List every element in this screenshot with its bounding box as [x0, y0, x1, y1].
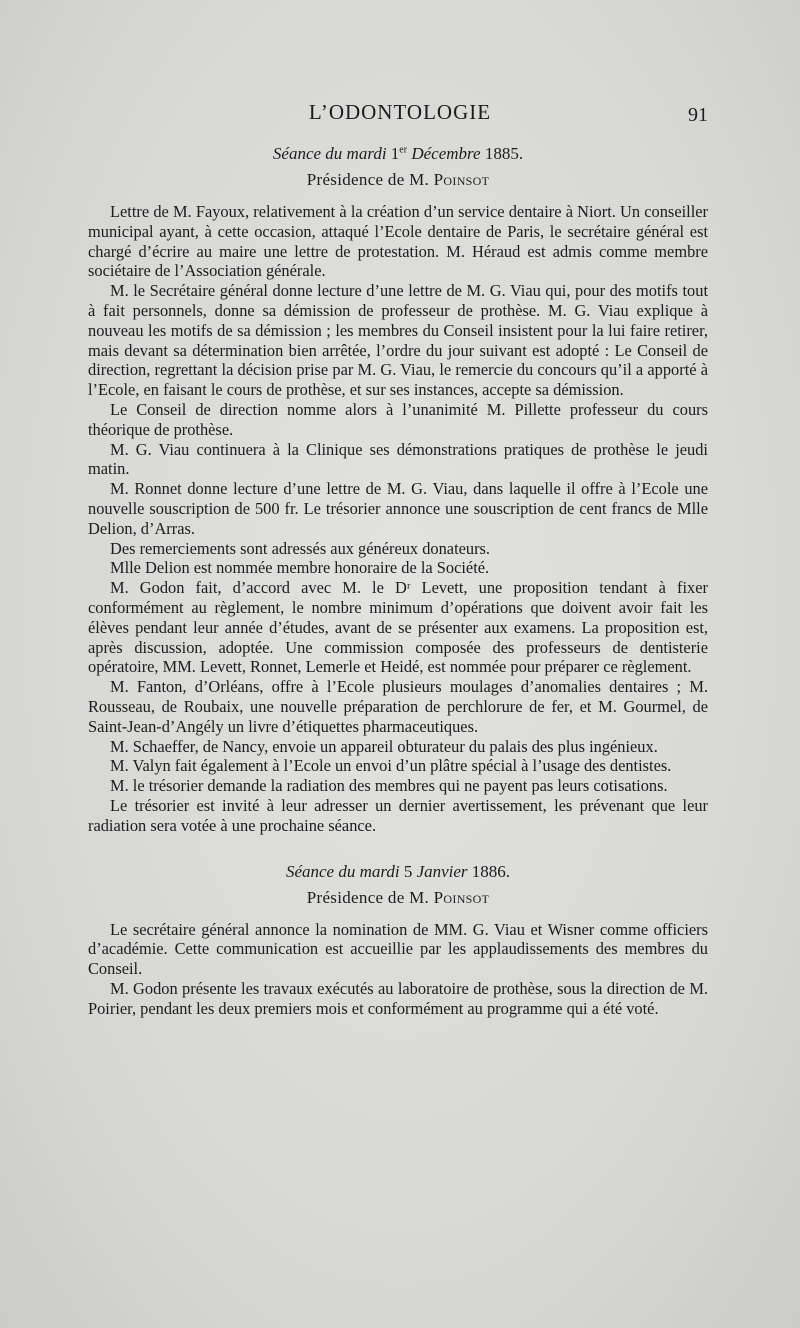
page-body — [88, 144, 708, 1018]
minutes-paragraph: M. Valyn fait également à l’Ecole un envoi d’un plâtre spécial à l’usage des dentistes. — [110, 756, 672, 776]
minutes-paragraph: Mlle Delion est nommée membre honoraire de la Société. — [110, 558, 490, 578]
session-heading-prefix: Séance du mardi — [272, 144, 387, 163]
minutes-paragraph: Le trésorier est invité à leur adresser un dernier avertissement, les prévenant que leur radiation sera votée à une prochaine séance. — [88, 795, 708, 835]
session-heading-day: 1 — [390, 144, 400, 163]
minutes-paragraph: M. G. Viau continuera à la Clinique ses démonstrations pratiques de prothèse le jeudi matin. — [88, 439, 708, 479]
session-heading-month: Décembre — [411, 144, 481, 163]
page-number: 91 — [688, 104, 708, 126]
session-1886-01-05 — [88, 862, 708, 1019]
presidence-label: Présidence de M. — [306, 887, 430, 907]
page-header — [0, 100, 800, 130]
session-heading-month: Janvier — [416, 861, 468, 881]
minutes-paragraph: M. Godon présente les travaux exécutés au laboratoire de prothèse, sous la direction de M. Poirier, pendant les deux premiers mois et conformément au programme qui a été voté. — [88, 978, 708, 1018]
session-heading-day: 5 — [403, 861, 413, 881]
session-heading-year: 1885. — [484, 144, 524, 163]
session-paragraphs — [88, 920, 708, 1019]
session-heading-day-sup: er — [399, 144, 408, 156]
session-heading — [88, 144, 708, 164]
minutes-paragraph: Lettre de M. Fayoux, relativement à la création d’un service dentaire à Niort. Un conseiller municipal ayant, à cette occasion, attaqué l’Ecole dentaire de Paris, le secrétaire général est chargé d’écrire au maire une lettre de protestation. M. Héraud est admis comme membre sociétaire de l’Association générale. — [88, 202, 708, 281]
president-name: Poinsot — [433, 170, 490, 189]
minutes-paragraph: Le secrétaire général annonce la nomination de MM. G. Viau et Wisner comme officiers d’académie. Cette communication est accueillie par les applaudissements des membres du Conseil. — [88, 919, 708, 979]
presidence-line — [88, 888, 708, 908]
minutes-paragraph: M. le trésorier demande la radiation des membres qui ne payent pas leurs cotisations. — [110, 776, 668, 796]
session-heading — [88, 862, 708, 882]
minutes-paragraph: M. Godon fait, d’accord avec M. le Dʳ Levett, une proposition tendant à fixer conformément au règlement, le nombre minimum d’opérations que doivent avoir fait les élèves pendant leur année d’études, avant de se présenter aux examens. La proposition est, après discussion, adoptée. Une commission composée des professeurs de dentisterie opératoire, MM. Levett, Ronnet, Lemerle et Heidé, est nommée pour préparer ce règlement. — [88, 578, 708, 677]
minutes-paragraph: Des remerciements sont adressés aux généreux donateurs. — [110, 538, 491, 558]
session-heading-prefix: Séance du mardi — [285, 861, 400, 881]
president-name: Poinsot — [433, 887, 490, 907]
minutes-paragraph: M. Schaeffer, de Nancy, envoie un appareil obturateur du palais des plus ingénieux. — [110, 736, 658, 756]
minutes-paragraph: M. le Secrétaire général donne lecture d’une lettre de M. G. Viau qui, pour des motifs tout à fait personnels, donne sa démission de professeur de prothèse. M. G. Viau explique à nouveau les motifs de sa démission ; les membres du Conseil insistent pour la lui faire retirer, mais devant sa détermination bien arrêtée, l’ordre du jour suivant est adopté : Le Conseil de direction, regrettant la décision prise par M. G. Viau, le remercie du concours qu’il a apporté à l’Ecole, en faisant le cours de prothèse, et sur ses instances, accepte sa démission. — [88, 281, 708, 400]
session-heading-year: 1886. — [471, 861, 511, 881]
minutes-paragraph: M. Fanton, d’Orléans, offre à l’Ecole plusieurs moulages d’anomalies dentaires ; M. Rousseau, de Roubaix, une nouvelle préparation de perchlorure de fer, et M. Gourmel, de Saint-Jean-d’Angély un livre d’étiquettes pharmaceutiques. — [88, 677, 708, 736]
presidence-line — [88, 170, 708, 190]
presidence-label: Présidence de M. — [306, 170, 430, 189]
session-paragraphs — [88, 202, 708, 836]
running-title: L’ODONTOLOGIE — [308, 100, 492, 124]
minutes-paragraph: Le Conseil de direction nomme alors à l’unanimité M. Pillette professeur du cours théorique de prothèse. — [88, 399, 708, 439]
minutes-paragraph: M. Ronnet donne lecture d’une lettre de M. G. Viau, dans laquelle il offre à l’Ecole une nouvelle souscription de 500 fr. Le trésorier annonce une souscription de cent francs de Mlle Delion, d’Arras. — [88, 479, 708, 538]
session-1885-12-01 — [88, 144, 708, 836]
